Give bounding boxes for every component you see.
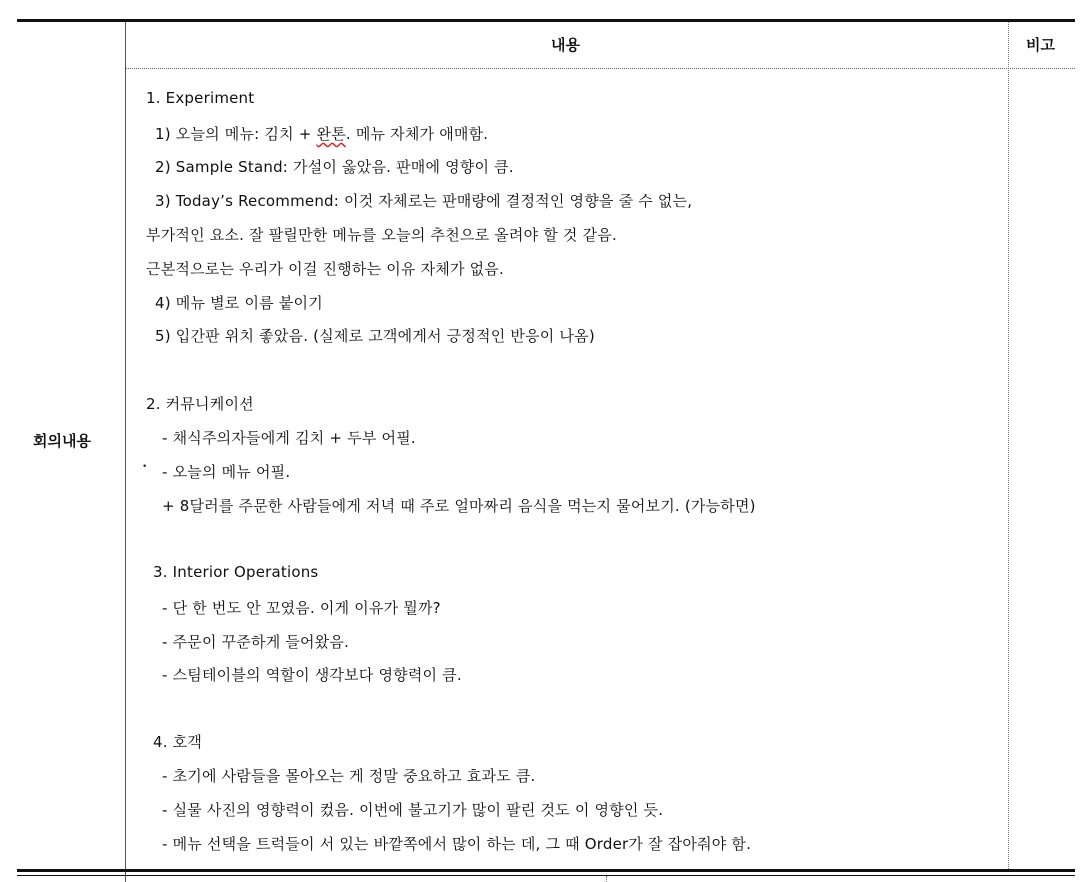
table-top-border <box>17 19 1075 22</box>
header-remark: 비고 <box>1026 36 1055 54</box>
section-experiment-title: 1. Experiment <box>146 89 255 107</box>
experiment-item-1-rest: . 메뉴 자체가 애매함. <box>345 125 489 143</box>
hogaek-item-3: - 메뉴 선택을 트럭들이 서 있는 바깥쪽에서 많이 하는 데, 그 때 Order가 잘 잡아줘야 함. <box>162 835 752 853</box>
row-label-meeting-content: 회의내용 <box>33 432 91 450</box>
experiment-item-2: 2) Sample Stand: 가설이 옳았음. 판매에 영향이 큼. <box>155 158 514 176</box>
communication-item-3: + 8달러를 주문한 사람들에게 저녁 때 주로 얼마짜리 음식을 먹는지 물어보기. (가능하면) <box>162 497 756 515</box>
section-interior-title: 3. Interior Operations <box>153 563 319 581</box>
communication-item-2: - 오늘의 메뉴 어필. <box>162 463 291 481</box>
experiment-item-3: 3) Today’s Recommend: 이것 자체로는 판매량에 결정적인 영향을 줄 수 없는, <box>155 192 693 210</box>
header-row-divider <box>126 68 1075 69</box>
next-row-divider <box>606 876 607 882</box>
experiment-item-5: 5) 입간판 위치 좋았음. (실제로 고객에게서 긍정적인 반응이 나옴) <box>155 327 595 345</box>
hogaek-item-2: - 실물 사진의 영향력이 컸음. 이번에 불고기가 많이 팔린 것도 이 영향인 듯. <box>162 801 664 819</box>
table-bottom-border-inner <box>17 875 1075 876</box>
experiment-item-3-cont: 부가적인 요소. 잘 팔릴만한 메뉴를 오늘의 추천으로 올려야 할 것 같음. <box>146 226 617 244</box>
stray-bullet: • <box>142 462 148 472</box>
section-communication-title: 2. 커뮤니케이션 <box>146 395 254 413</box>
experiment-item-1 <box>155 123 488 144</box>
interior-item-3: - 스팀테이블의 역할이 생각보다 영향력이 큼. <box>162 666 462 684</box>
communication-item-1: - 채식주의자들에게 김치 + 두부 어필. <box>162 429 416 447</box>
experiment-item-3-cont2: 근본적으로는 우리가 이걸 진행하는 이유 자체가 없음. <box>146 260 504 278</box>
header-content: 내용 <box>551 36 580 54</box>
column-divider-label <box>125 22 126 882</box>
table-bottom-border <box>17 869 1075 872</box>
spellcheck-word: 완톤 <box>316 125 346 143</box>
section-hogaek-title: 4. 호객 <box>153 733 203 751</box>
experiment-item-4: 4) 메뉴 별로 이름 붙이기 <box>155 294 323 312</box>
hogaek-item-1: - 초기에 사람들을 몰아오는 게 정말 중요하고 효과도 큼. <box>162 767 536 785</box>
experiment-item-1-text: 1) 오늘의 메뉴: 김치 + <box>155 125 317 143</box>
interior-item-2: - 주문이 꾸준하게 들어왔음. <box>162 633 350 651</box>
column-divider-remark <box>1008 22 1009 869</box>
interior-item-1: - 단 한 번도 안 꼬였음. 이게 이유가 뭘까? <box>162 599 441 617</box>
